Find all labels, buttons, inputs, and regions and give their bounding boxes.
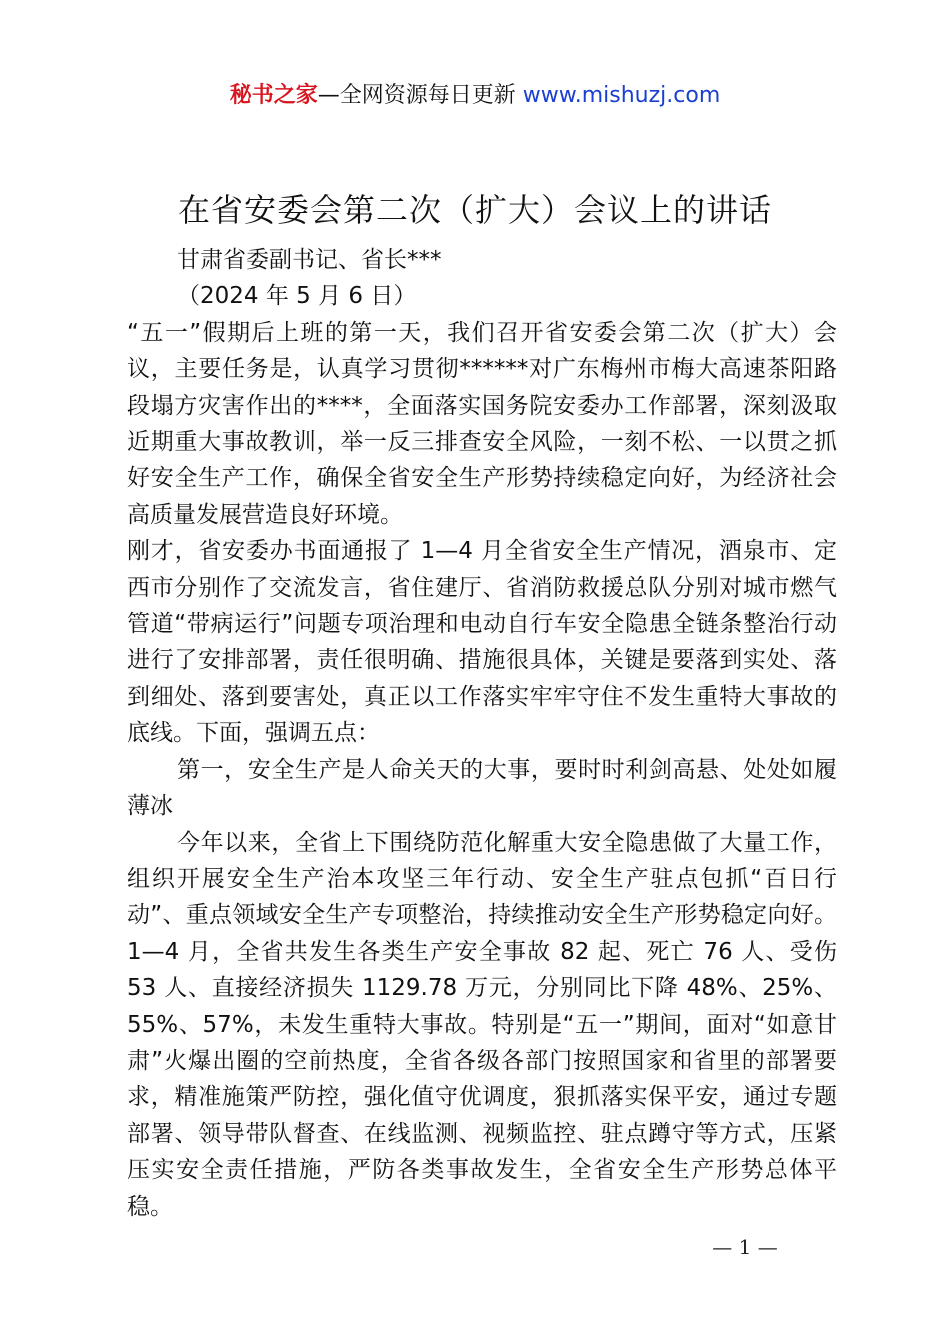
body-paragraph: 刚才，省安委办书面通报了 1—4 月全省安全生产情况，酒泉市、定西市分别作了交流发言，省住建厅、省消防救援总队分别对城市燃气管道“带病运行”问题专项治理和电动自行车安全隐患全链条整治行动进行了安排部署，责任很明确、措施很具体，关键是要落到实处、落到细处、落到要害处，真正以工作落实牢牢守住不发生重特大事故的底线。下面，强调五点：	[127, 538, 837, 747]
author-line: 甘肃省委副书记、省长***	[177, 247, 442, 273]
document-body	[127, 242, 837, 1225]
section-paragraph: 今年以来，全省上下围绕防范化解重大安全隐患做了大量工作，组织开展安全生产治本攻坚三年行动、安全生产驻点包抓“百日行动”、重点领域安全生产专项整治，持续推动安全生产形势稳定向好。1—4 月，全省共发生各类生产安全事故 82 起、死亡 76 人、受伤 53 人、直接经济损失 1129.78 万元，分别同比下降 48%、25%、55%、57%，未发生重特大事故。特别是“五一”期间，面对“如意甘肃”火爆出圈的空前热度，全省各级各部门按照国家和省里的部署要求，精准施策严防控，强化值守优调度，狠抓落实保平安，通过专题部署、领导带队督查、在线监测、视频监控、驻点蹲守等方式，压紧压实安全责任措施，严防各类事故发生，全省安全生产形势总体平稳。	[127, 829, 837, 1220]
page-number: — 1 —	[712, 1235, 778, 1259]
section-heading: 第一，安全生产是人命关天的大事，要时时利剑高悬、处处如履薄冰	[127, 756, 837, 820]
site-header	[0, 80, 950, 112]
site-tagline: —全网资源每日更新	[317, 83, 516, 108]
date-line: （2024 年 5 月 6 日）	[177, 283, 417, 310]
site-url-link[interactable]: www.mishuzj.com	[522, 83, 721, 108]
site-name: 秘书之家	[229, 83, 318, 108]
document-title: 在省安委会第二次（扩大）会议上的讲话	[177, 191, 772, 229]
body-paragraph: “五一”假期后上班的第一天，我们召开省安委会第二次（扩大）会议，主要任务是，认真学习贯彻******对广东梅州市梅大高速茶阳路段塌方灾害作出的****，全面落实国务院安委办工作部署，深刻汲取近期重大事故教训，举一反三排查安全风险，一刻不松、一以贯之抓好安全生产工作，确保全省安全生产形势持续稳定向好，为经济社会高质量发展营造良好环境。	[127, 319, 837, 528]
